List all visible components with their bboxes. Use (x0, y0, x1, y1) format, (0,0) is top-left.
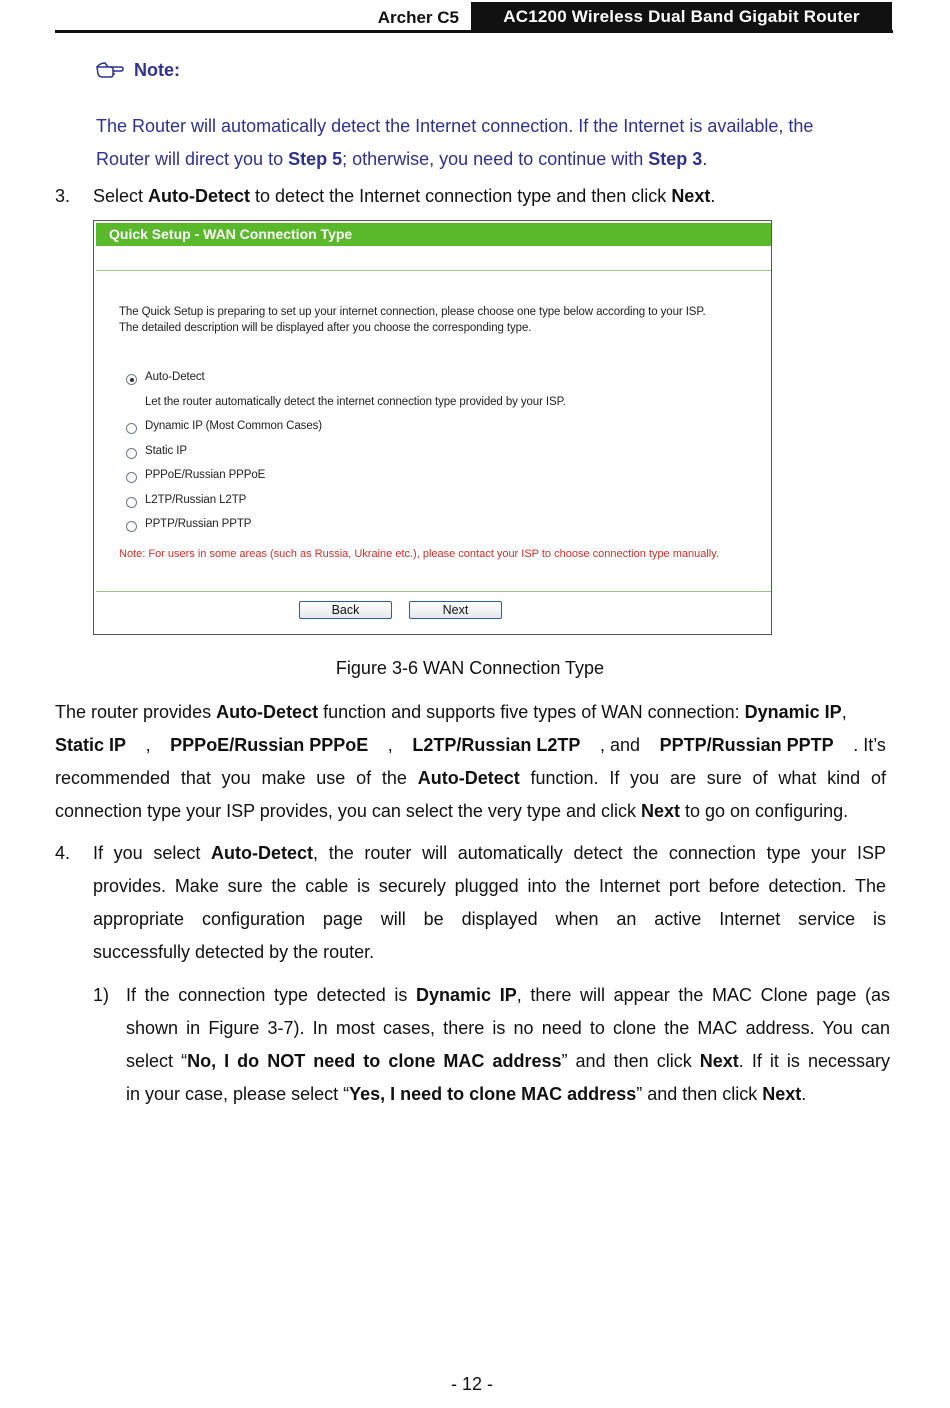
wan-connection-screenshot (93, 220, 772, 635)
note-line-2: Router will direct you to Step 5; otherwise, you need to continue with Step 3. (96, 149, 708, 169)
screenshot-desc-1: The Quick Setup is preparing to set up your internet connection, please choose one type below according to your ISP. (119, 306, 706, 318)
note-text (96, 110, 886, 176)
sub-step-1-text (126, 979, 890, 1111)
radio-pppoe[interactable] (126, 472, 137, 483)
option-static-ip[interactable]: Static IP (145, 445, 187, 457)
header-rule (55, 30, 893, 33)
sub-line-1: If the connection type detected is Dynamic IP, there will appear the MAC Clone page (as (126, 985, 890, 1005)
sub-line-3: select “No, I do NOT need to clone MAC address” and then click Next. If it is necessary (126, 1051, 890, 1071)
note-line-1: The Router will automatically detect the Internet connection. If the Internet is available, the (96, 116, 814, 136)
option-dynamic-ip[interactable]: Dynamic IP (Most Common Cases) (145, 420, 322, 432)
step-4-number: 4. (55, 843, 71, 863)
pointing-hand-icon (96, 61, 124, 79)
screenshot-note: Note: For users in some areas (such as Russia, Ukraine etc.), please contact your ISP to choose connection type manually. (119, 548, 719, 560)
option-pptp[interactable]: PPTP/Russian PPTP (145, 518, 252, 530)
wan-types-paragraph (55, 696, 886, 828)
page-number: - 12 - (450, 1374, 493, 1394)
radio-dynamic-ip[interactable] (126, 423, 137, 434)
step-4-line-4: successfully detected by the router. (93, 942, 375, 962)
header-model: Archer C5 (377, 8, 459, 27)
note-label: Note: (134, 60, 180, 80)
sub-step-1-number: 1) (93, 985, 110, 1005)
screenshot-title: Quick Setup - WAN Connection Type (96, 223, 771, 246)
radio-static-ip[interactable] (126, 448, 137, 459)
para-line-3: recommended that you make use of the Auto-Detect function. If you are sure of what kind of (55, 768, 886, 788)
radio-auto-detect[interactable] (126, 374, 137, 385)
title-divider (96, 270, 771, 271)
step-4-line-2: provides. Make sure the cable is securely plugged into the Internet port before detection. The (93, 876, 886, 896)
step-4-line-3: appropriate configuration page will be displayed when an active Internet service is (93, 909, 886, 929)
note-heading (96, 60, 180, 81)
screenshot-desc-2: The detailed description will be displayed after you choose the corresponding type. (119, 322, 532, 334)
back-button[interactable]: Back (299, 601, 392, 619)
figure-caption: Figure 3-6 WAN Connection Type (335, 658, 605, 678)
radio-l2tp[interactable] (126, 497, 137, 508)
sub-line-2: shown in Figure 3-7). In most cases, there is no need to clone the MAC address. You can (126, 1018, 890, 1038)
next-button[interactable]: Next (409, 601, 502, 619)
para-line-4: connection type your ISP provides, you can select the very type and click Next to go on configuring. (55, 801, 849, 821)
step-3-number: 3. (55, 186, 71, 206)
radio-pptp[interactable] (126, 521, 137, 532)
step-4-text (93, 837, 886, 969)
option-pppoe[interactable]: PPPoE/Russian PPPoE (145, 469, 266, 481)
step-3-text: Select Auto-Detect to detect the Internet connection type and then click Next. (93, 186, 716, 206)
sub-line-4: in your case, please select “Yes, I need to clone MAC address” and then click Next. (126, 1084, 807, 1104)
para-line-1: The router provides Auto-Detect function and supports five types of WAN connection: Dynamic IP, (55, 702, 847, 722)
option-auto-detect[interactable]: Auto-Detect (145, 371, 205, 383)
header-product: AC1200 Wireless Dual Band Gigabit Router (471, 2, 892, 32)
button-divider (96, 591, 771, 592)
option-l2tp[interactable]: L2TP/Russian L2TP (145, 494, 247, 506)
auto-detect-desc: Let the router automatically detect the internet connection type provided by your ISP. (145, 396, 566, 408)
step-4-line-1: If you select Auto-Detect, the router will automatically detect the connection type your ISP (93, 843, 886, 863)
para-line-2: Static IP , PPPoE/Russian PPPoE , L2TP/Russian L2TP , and PPTP/Russian PPTP . It’s (55, 735, 886, 755)
